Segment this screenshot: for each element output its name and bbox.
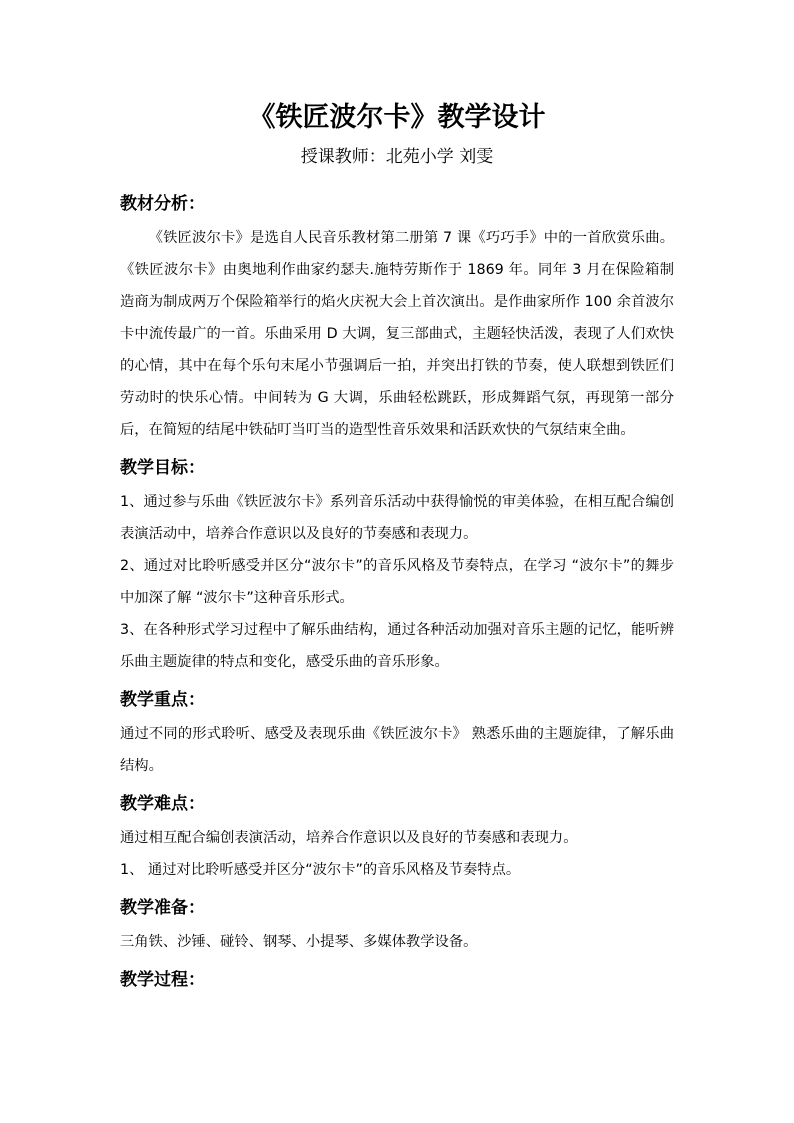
heading-key-points: 教学重点： [120, 690, 205, 710]
goal-item: 3、在各种形式学习过程中了解乐曲结构，通过各种活动加强对音乐主题的记忆，能听辨乐曲主题旋律的特点和变化，感受乐曲的音乐形象。 [120, 622, 674, 670]
heading-preparation: 教学准备： [120, 898, 205, 918]
goal-item: 1、通过参与乐曲《铁匠波尔卡》系列音乐活动中获得愉悦的审美体验，在相互配合编创表演活动中，培养合作意识以及良好的节奏感和表现力。 [120, 494, 674, 542]
heading-goals: 教学目标： [120, 458, 205, 478]
preparation-paragraph: 三角铁、沙锤、碰铃、钢琴、小提琴、多媒体教学设备。 [120, 934, 478, 950]
section-preparation [120, 890, 674, 958]
key-points-paragraph: 通过不同的形式聆听、感受及表现乐曲《铁匠波尔卡》 熟悉乐曲的主题旋律，了解乐曲结构。 [120, 726, 674, 774]
difficulty-item: 通过相互配合编创表演活动，培养合作意识以及良好的节奏感和表现力。 [120, 830, 578, 846]
heading-difficulties: 教学难点： [120, 794, 205, 814]
section-goals [120, 450, 674, 678]
section-process [120, 962, 674, 998]
analysis-paragraph: 《铁匠波尔卡》是选自人民音乐教材第二册第 7 课《巧巧手》中的一首欣赏乐曲。《铁匠波尔卡》由奥地利作曲家约瑟夫.施特劳斯作于 1869 年。同年 3 月在保险箱制造商为制成两万个保险箱举行的焰火庆祝大会上首次演出。是作曲家所作 100 余首波尔卡中流传最广的一首。乐曲采用 D 大调，复三部曲式，主题轻快活泼，表现了人们欢快的心情，其中在每个乐句末尾小节强调后一拍，并突出打铁的节奏，使人联想到铁匠们劳动时的快乐心情。中间转为 G 大调，乐曲轻松跳跃，形成舞蹈气氛，再现第一部分后，在简短的结尾中铁砧叮当叮当的造型性音乐效果和活跃欢快的气氛结束全曲。 [120, 230, 674, 438]
section-difficulties [120, 786, 674, 886]
difficulty-item: 1、 通过对比聆听感受并区分“波尔卡”的音乐风格及节奏特点。 [120, 862, 521, 878]
section-analysis [120, 186, 674, 446]
teacher-line: 授课教师：北苑小学 刘雯 [300, 147, 494, 167]
heading-process: 教学过程： [120, 970, 205, 990]
heading-analysis: 教材分析： [120, 194, 205, 214]
goal-item: 2、通过对比聆听感受并区分“波尔卡”的音乐风格及节奏特点，在学习 “波尔卡”的舞步中加深了解 “波尔卡”这种音乐形式。 [120, 558, 674, 606]
section-key-points [120, 682, 674, 782]
document-title: 《铁匠波尔卡》教学设计 [248, 102, 546, 133]
